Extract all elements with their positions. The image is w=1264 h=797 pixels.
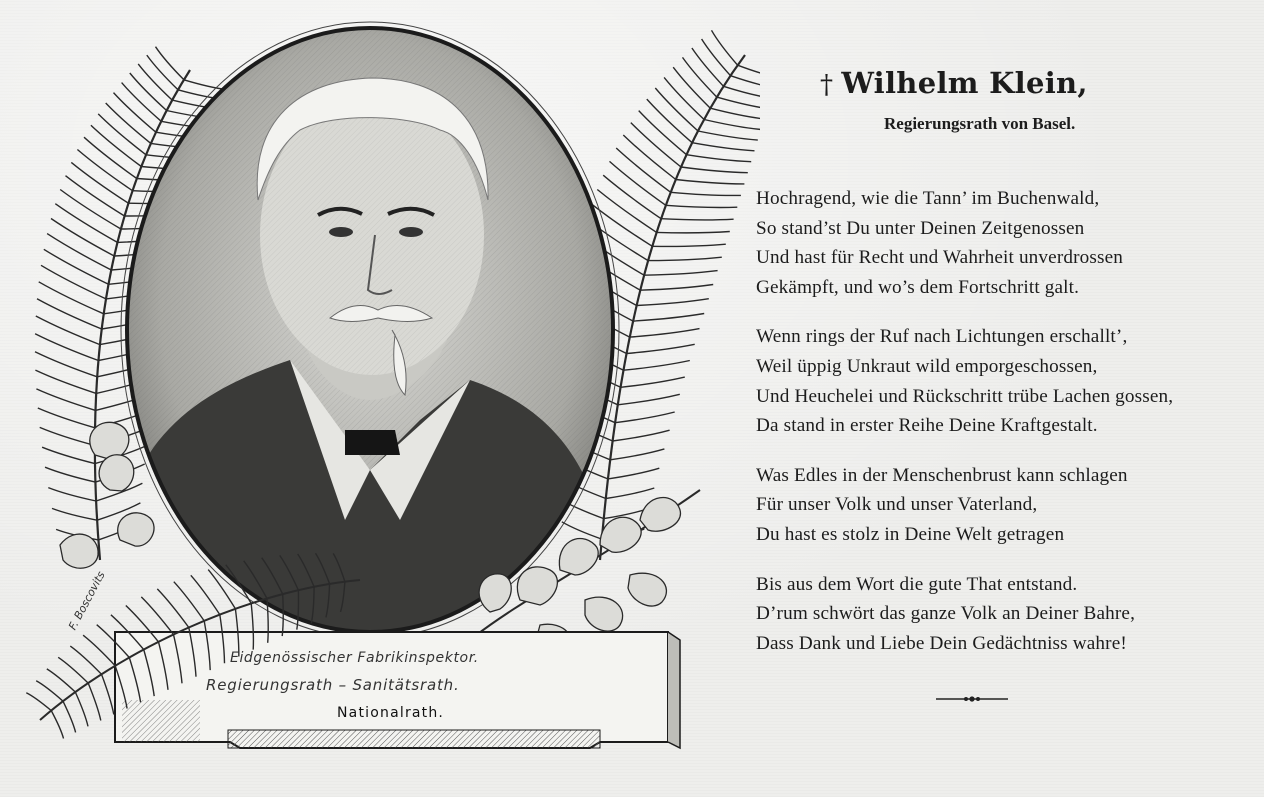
palm-leaflet <box>652 244 726 246</box>
person-name: Wilhelm Klein, <box>841 66 1088 100</box>
palm-leaflet <box>661 219 734 220</box>
palm-leaflet <box>130 73 167 111</box>
palm-leaflet <box>37 299 102 329</box>
palm-leaflet <box>724 86 761 98</box>
poem-line: Und Heuchelei und Rückschritt trübe Lachen gossen, <box>756 385 1174 407</box>
palm-leaflet <box>36 681 63 701</box>
palm-leaflet <box>671 192 741 195</box>
poem <box>756 184 1261 678</box>
palm-leaflet <box>717 97 760 109</box>
palm-leaflet <box>655 88 698 131</box>
palm-leaflet <box>138 64 172 100</box>
palm-leaflet <box>52 508 97 520</box>
palm-leaflet <box>597 190 656 233</box>
palm-leaflet <box>36 316 100 345</box>
palm-leaflet <box>648 257 722 260</box>
palm-leaflet <box>156 47 184 80</box>
palm-leaflet <box>666 205 738 207</box>
palm-leaflet <box>623 135 676 180</box>
palm-leaflet <box>683 57 717 97</box>
palm-leaflet <box>731 76 761 88</box>
palm-leaflet <box>618 394 680 405</box>
palm-leaflet <box>673 67 710 108</box>
palm-leaflet <box>39 282 104 314</box>
palm-leaflet <box>47 234 111 270</box>
palm-leaflet <box>633 314 704 322</box>
dagger-icon: † <box>820 70 834 100</box>
palm-leaflet <box>631 123 681 167</box>
palm-leaflet <box>36 389 95 411</box>
palm-leaflet <box>687 155 752 162</box>
poem-line: Hochragend, wie die Tann’ im Buchenwald, <box>756 188 1100 209</box>
palm-leaflet <box>738 65 760 78</box>
palm-leaflet <box>66 176 125 216</box>
memorial-title <box>820 66 1160 100</box>
palm-leaflet <box>610 449 664 460</box>
palm-leaflet <box>692 143 754 151</box>
palm-leaflet <box>606 488 655 499</box>
palm-leaflet <box>710 108 760 119</box>
palm-leaflet <box>55 204 117 243</box>
poem-line: Dass Dank und Liebe Dein Gedächtniss wahre! <box>756 632 1127 654</box>
divider-ornament-icon <box>936 693 1008 705</box>
palm-leaflet <box>657 232 730 233</box>
poem-stanza <box>756 184 1261 302</box>
palm-leaflet <box>51 711 63 739</box>
palm-leaflet <box>562 522 602 539</box>
palm-leaflet <box>704 120 760 130</box>
poem-line: Gekämpft, und wo’s dem Fortschritt galt. <box>756 276 1080 298</box>
palm-leaflet <box>282 594 283 636</box>
palm-leaflet <box>88 683 101 720</box>
poem-line: D’rum schwört das ganze Volk an Deiner Bahre, <box>756 603 1136 625</box>
palm-leaflet <box>615 412 675 423</box>
palm-leaflet <box>38 408 95 428</box>
palm-leaflet <box>702 39 731 76</box>
poem-line: Du hast es stolz in Deine Welt getragen <box>756 523 1065 545</box>
palm-leaflet <box>106 103 151 143</box>
palm-leaflet <box>44 249 109 284</box>
poem-stanza <box>756 570 1261 659</box>
artist-signature: F. Boscovits <box>66 569 108 633</box>
palm-leaflet <box>58 657 88 683</box>
palm-leaflet <box>51 219 114 257</box>
poem-stanza <box>756 322 1261 440</box>
palm-leaflet <box>603 175 661 219</box>
palm-leaflet <box>676 180 745 184</box>
palm-leaflet <box>664 77 704 119</box>
palm-leaflet <box>42 447 95 463</box>
palm-leaflet <box>692 48 724 86</box>
palm-leaflet <box>624 361 690 371</box>
palm-leaflet <box>75 692 88 726</box>
palm-leaflet <box>45 467 95 482</box>
palm-leaflet <box>621 377 685 387</box>
poem-line: Da stand in erster Reihe Deine Kraftgestalt. <box>756 415 1098 437</box>
palm-leaflet <box>48 488 96 501</box>
palm-leaflet <box>712 30 738 65</box>
poem-line: Und hast für Recht und Wahrheit unverdrossen <box>756 247 1124 269</box>
palm-leaflet <box>616 148 671 192</box>
palm-leaflet <box>610 161 666 205</box>
palm-leaflet <box>40 427 95 445</box>
palm-leaflet <box>122 83 162 122</box>
banner-line-fabrikinspektor: Eidgenössischer Fabrikinspektor. <box>230 650 479 666</box>
palm-leaflet <box>608 468 659 479</box>
palm-leaflet <box>613 430 670 441</box>
palm-leaflet <box>630 329 700 338</box>
poem-line: Was Edles in der Menschenbrust kann schlagen <box>756 464 1128 486</box>
palm-leaflet <box>60 190 121 230</box>
palm-leaflet <box>644 271 718 276</box>
poem-line: Bis aus dem Wort die gute That entstand. <box>756 573 1078 595</box>
person-role: Regierungsrath von Basel. <box>884 114 1076 133</box>
palm-leaflet <box>681 167 748 173</box>
palm-leaflet <box>174 582 204 621</box>
banner-line-regierungsrath: Regierungsrath – Sanitätsrath. <box>206 676 460 694</box>
palm-leaflet <box>639 111 687 155</box>
palm-leaflet <box>637 299 709 306</box>
palm-leaflet <box>147 55 178 90</box>
poem-line: So stand’st Du unter Deinen Zeitgenossen <box>756 217 1085 239</box>
palm-leaflet <box>647 99 692 143</box>
palm-leaflet <box>47 669 76 692</box>
palm-leaflet <box>114 93 156 133</box>
palm-leaflet <box>63 701 76 732</box>
palm-leaflet <box>35 352 97 377</box>
poem-line: Für unser Volk und unser Vaterland, <box>756 494 1038 516</box>
banner-line-nationalrath: Nationalrath. <box>337 705 445 721</box>
palm-leaflet <box>26 693 51 711</box>
portrait-oval <box>120 20 620 640</box>
palm-leaflet <box>640 285 713 291</box>
palm-leaflet <box>41 265 106 299</box>
poem-line: Wenn rings der Ruf nach Lichtungen erschallt’, <box>756 326 1128 348</box>
palm-leaflet <box>627 344 695 353</box>
poem-line: Weil üppig Unkraut wild emporgeschossen, <box>756 355 1098 377</box>
palm-leaflet <box>698 131 758 140</box>
palm-leaflet <box>102 674 114 714</box>
poem-stanza <box>756 461 1261 550</box>
